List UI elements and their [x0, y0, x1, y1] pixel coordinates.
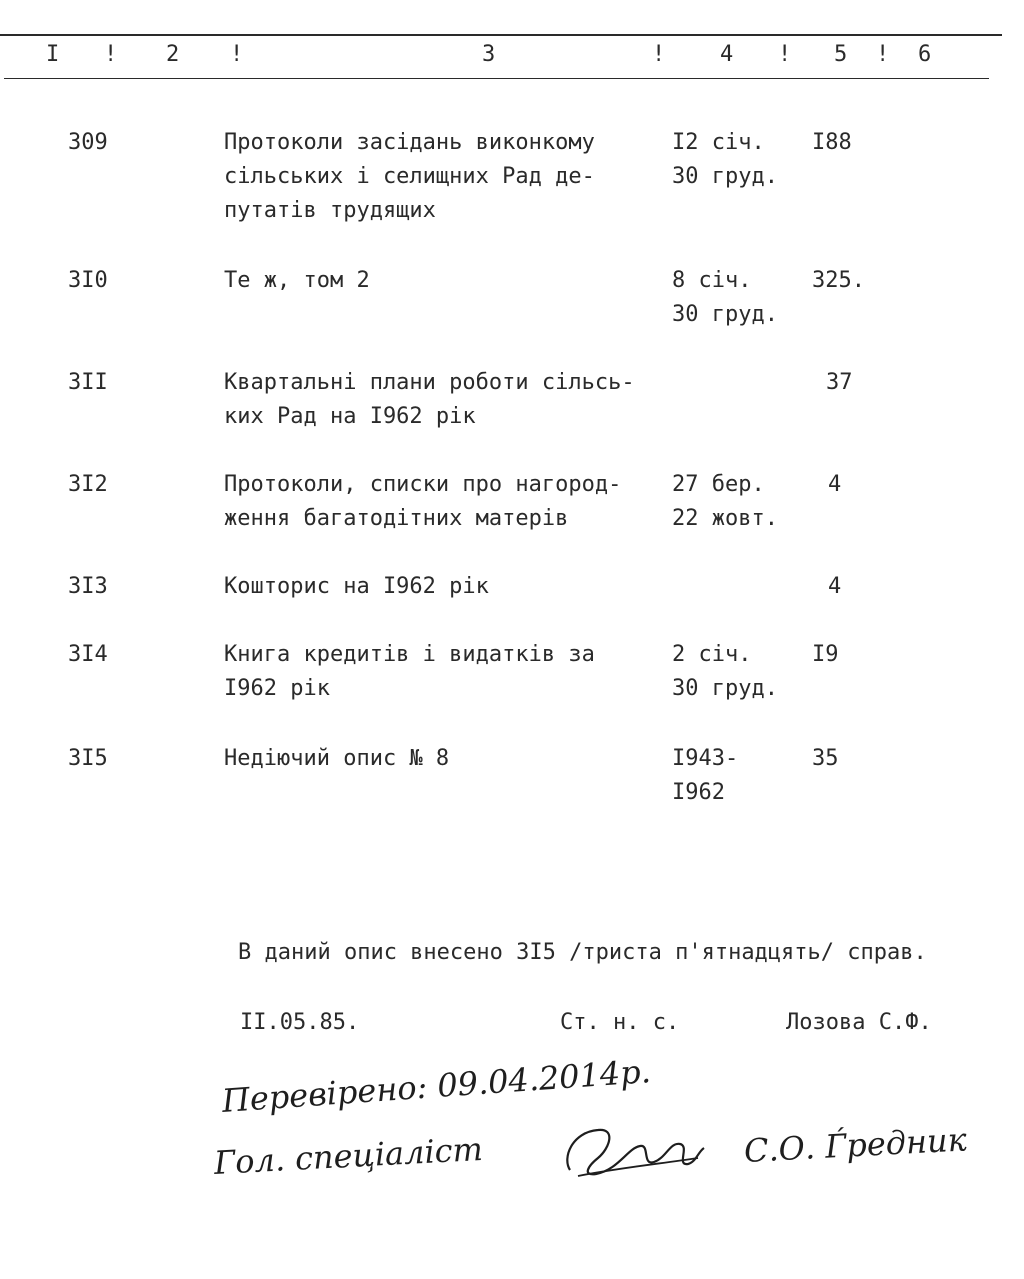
- row-title-line: Книга кредитів і видатків за: [224, 642, 595, 667]
- row-count: 37: [826, 370, 853, 395]
- header-sep-3: !: [652, 42, 666, 67]
- row-number: 3I5: [68, 746, 108, 771]
- row-date-end: I962: [672, 780, 725, 805]
- row-title-line: ження багатодітних матерів: [224, 506, 569, 531]
- compiler-position: Ст. н. с.: [560, 1010, 680, 1035]
- row-count: 4: [828, 574, 842, 599]
- header-sep-2: !: [230, 42, 244, 67]
- verification-line: Перевірено: 09.04.2014р.: [220, 1052, 652, 1120]
- header-col-6: 6: [918, 42, 932, 67]
- verifier-name: С.О. Ѓредник: [743, 1120, 968, 1170]
- header-sep-1: !: [104, 42, 118, 67]
- header-col-4: 4: [720, 42, 734, 67]
- row-number: 3II: [68, 370, 108, 395]
- header-sep-4: !: [778, 42, 792, 67]
- signature-mark: [558, 1118, 708, 1188]
- header-top-rule: [0, 34, 1002, 36]
- header-bottom-rule: [4, 78, 989, 79]
- row-date-end: 22 жовт.: [672, 506, 778, 531]
- row-title-line: Протоколи, списки про нагород-: [224, 472, 622, 497]
- header-col-3: 3: [482, 42, 496, 67]
- row-title-line: Кошторис на I962 рік: [224, 574, 489, 599]
- row-number: 3I0: [68, 268, 108, 293]
- row-title-line: I962 рік: [224, 676, 330, 701]
- row-number: 3I4: [68, 642, 108, 667]
- row-date-end: 30 груд.: [672, 676, 778, 701]
- row-count: I9: [812, 642, 839, 667]
- header-sep-5: !: [876, 42, 890, 67]
- compiled-date: II.05.85.: [240, 1010, 360, 1035]
- header-col-2: 2: [166, 42, 180, 67]
- row-count: I88: [812, 130, 852, 155]
- row-date-start: 27 бер.: [672, 472, 765, 497]
- row-date-end: 30 груд.: [672, 302, 778, 327]
- row-count: 35: [812, 746, 839, 771]
- row-number: 309: [68, 130, 108, 155]
- row-title-line: Протоколи засідань виконкому: [224, 130, 595, 155]
- row-date-start: 8 січ.: [672, 268, 752, 293]
- summary-line: В даний опис внесено 3I5 /триста п'ятнадцять/ справ.: [238, 940, 927, 965]
- compiler-name: Лозова С.Ф.: [786, 1010, 932, 1035]
- row-title-line: Недіючий опис № 8: [224, 746, 450, 771]
- header-col-5: 5: [834, 42, 848, 67]
- row-title-line: Те ж, том 2: [224, 268, 370, 293]
- row-number: 3I2: [68, 472, 108, 497]
- row-date-start: I2 січ.: [672, 130, 765, 155]
- header-col-1: I: [46, 42, 60, 67]
- row-title-line: ких Рад на I962 рік: [224, 404, 476, 429]
- row-date-start: 2 січ.: [672, 642, 752, 667]
- row-date-start: I943-: [672, 746, 739, 771]
- row-number: 3I3: [68, 574, 108, 599]
- row-date-end: 30 груд.: [672, 164, 778, 189]
- row-count: 4: [828, 472, 842, 497]
- row-title-line: сільських і селищних Рад де-: [224, 164, 595, 189]
- row-count: 325.: [812, 268, 865, 293]
- row-title-line: путатів трудящих: [224, 198, 436, 223]
- verifier-role: Гол. спеціаліст: [213, 1129, 484, 1182]
- row-title-line: Квартальні плани роботи сільсь-: [224, 370, 635, 395]
